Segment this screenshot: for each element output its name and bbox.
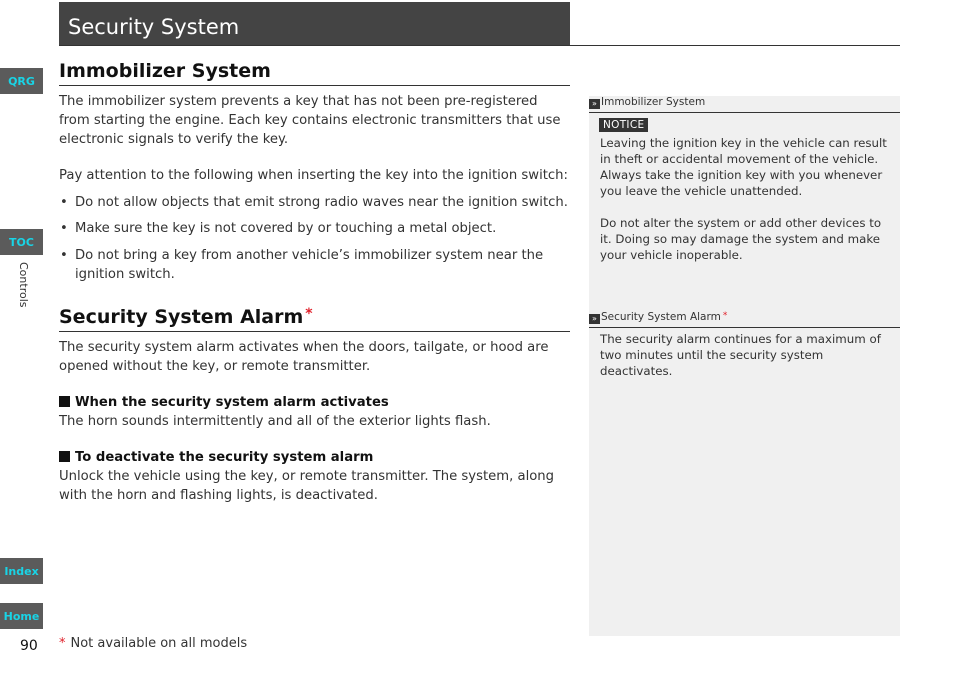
alarm-deactivate-heading: To deactivate the security system alarm [59,450,373,465]
nav-tab-home[interactable]: Home [0,603,43,629]
list-item: • Make sure the key is not covered by or touching a metal object. [60,221,497,236]
availability-star: * [305,306,313,322]
bullet-dot: • [60,248,68,263]
sidebar-notes [589,96,900,636]
section-label: Controls [17,262,30,308]
alter-warning-text: Do not alter the system or add other devices to it. Doing so may damage the system and make your vehicle inoperable. [600,216,882,262]
bullet-dot: • [60,221,68,236]
footnote: * Not available on all models [59,636,248,651]
immobilizer-heading: Immobilizer System [59,60,570,86]
availability-star: * [722,311,728,321]
sidebar-alarm-head: » Security System Alarm * [589,311,900,328]
header-divider [59,45,900,46]
nav-tab-index[interactable]: Index [0,558,43,584]
page-title: Security System [68,15,240,39]
reference-arrow-icon: » [589,314,600,324]
alarm-note-text: The security alarm continues for a maximum of two minutes until the security system deactivates. [600,332,881,378]
immobilizer-attention: Pay attention to the following when inserting the key into the ignition switch: [59,168,568,183]
reference-arrow-icon: » [589,99,600,109]
nav-tab-qrg[interactable]: QRG [0,68,43,94]
notice-text: Leaving the ignition key in the vehicle can result in theft or accidental movement of the vehicle. [600,136,887,166]
header-bar [59,2,570,46]
alarm-heading: Security System Alarm * [59,306,570,332]
sidebar-immobilizer-head: » Immobilizer System [589,96,900,113]
nav-tab-toc[interactable]: TOC [0,229,43,255]
bullet-dot: • [60,195,68,210]
notice-text-2: Always take the ignition key with you whenever you leave the vehicle unattended. [600,168,883,198]
availability-star: * [59,636,66,651]
list-item: • Do not allow objects that emit strong radio waves near the ignition switch. [60,195,568,210]
alarm-deactivate-text: Unlock the vehicle using the key, or remote transmitter. The system, along with the horn and flashing lights, is deactivated. [59,469,555,503]
page-number: 90 [20,638,38,654]
alarm-activates-text: The horn sounds intermittently and all of the exterior lights flash. [59,414,491,429]
notice-badge: NOTICE [599,118,648,132]
list-item: • Do not bring a key from another vehicle’s immobilizer system near the ignition switch. [60,248,544,282]
square-bullet-icon [59,396,70,407]
square-bullet-icon [59,451,70,462]
alarm-intro: The security system alarm activates when the doors, tailgate, or hood are opened without the key, or remote transmitter. [59,340,549,374]
alarm-activates-heading: When the security system alarm activates [59,395,389,410]
immobilizer-intro: The immobilizer system prevents a key that has not been pre-registered from starting the engine. Each key contains electronic transmitters that use electronic signals to verify the key. [59,94,561,147]
